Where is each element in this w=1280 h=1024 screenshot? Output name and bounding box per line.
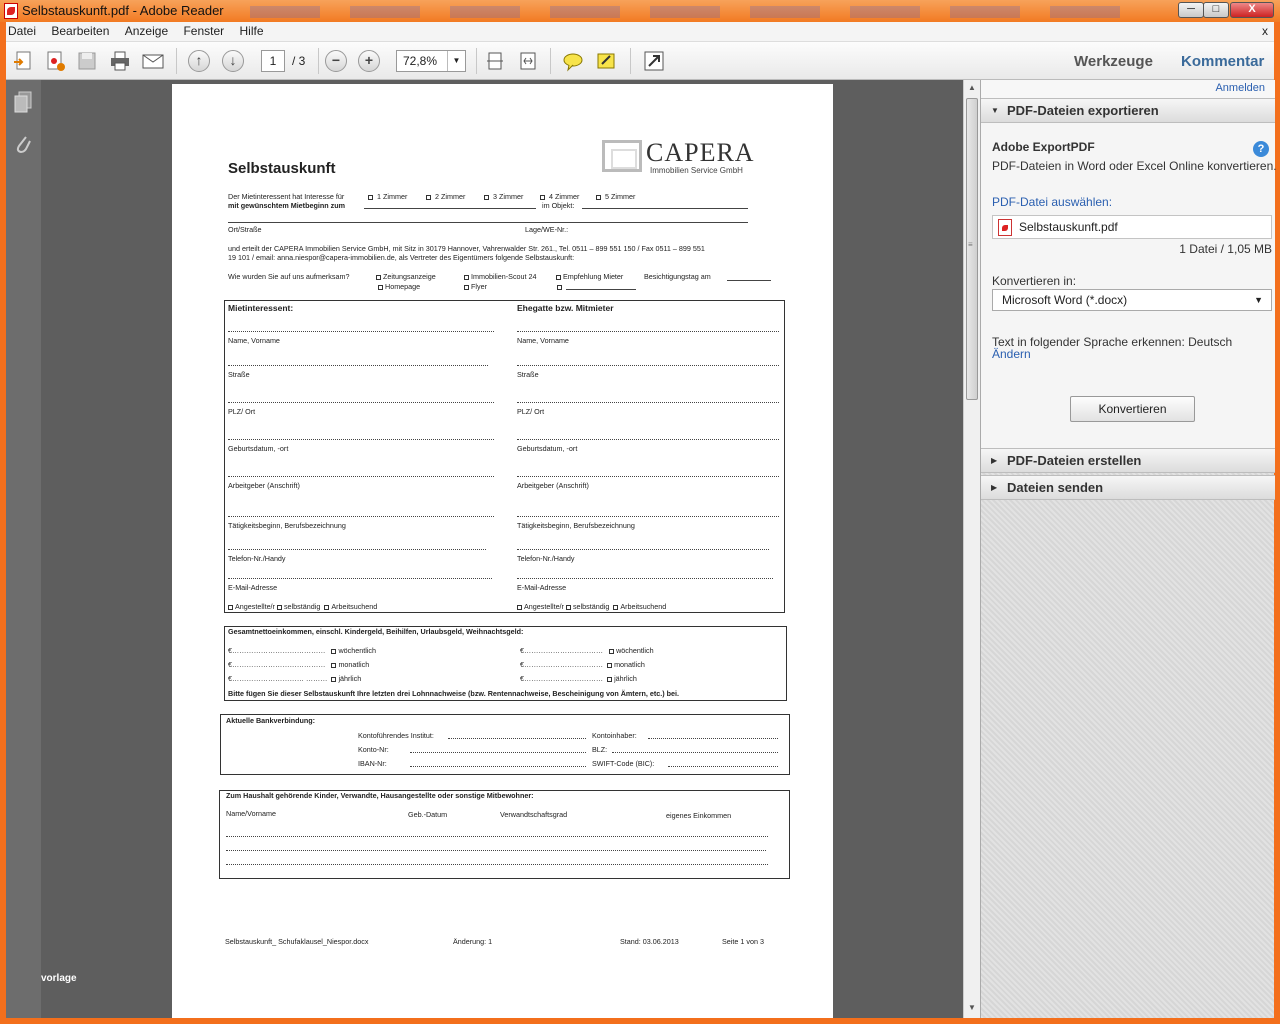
company-text: 19 101 / email: anna.niespor@capera-immobilien.de, als Vertreter des Eigentümers folgende Selbstauskunft: (228, 253, 575, 262)
field-label: PLZ/ Ort (228, 407, 256, 416)
menu-hilfe[interactable]: Hilfe (239, 24, 264, 38)
create-pdf-icon (44, 50, 66, 72)
applicant-heading: Mietinteressent: (228, 303, 294, 313)
room-option: 2 Zimmer (426, 192, 465, 201)
highlight-button[interactable] (593, 48, 619, 74)
field-label: Arbeitgeber (Anschrift) (228, 481, 300, 490)
expand-icon (643, 50, 665, 72)
add-comment-button[interactable] (560, 48, 586, 74)
page-thumbnails-button[interactable] (12, 90, 34, 114)
room-option: 5 Zimmer (596, 192, 635, 201)
convert-format-select[interactable] (992, 289, 1272, 311)
export-description: PDF-Dateien in Word oder Excel Online konvertieren. (992, 159, 1277, 173)
close-button[interactable]: X (1230, 2, 1274, 18)
menu-bar (6, 22, 1274, 42)
income-row: €…………………………… wöchentlich (520, 646, 654, 655)
paperclip-icon (12, 132, 34, 156)
page-number-input[interactable]: 1 (261, 50, 285, 72)
close-document-button[interactable]: x (1262, 24, 1268, 38)
income-note: Bitte fügen Sie dieser Selbstauskunft Ihre letzten drei Lohnnachweise (bzw. Rentennachweise, Bescheinigung von Ämtern, etc.) bei. (228, 689, 680, 698)
footer-page: Seite 1 von 3 (722, 937, 764, 946)
room-option: 1 Zimmer (368, 192, 407, 201)
save-icon (76, 50, 98, 72)
logo-name: CAPERA (646, 138, 755, 167)
income-row: €…………………………… jährlich (520, 674, 637, 683)
menu-datei[interactable]: Datei (8, 24, 37, 38)
file-info: 1 Datei / 1,05 MB (1179, 242, 1272, 256)
email-button[interactable] (140, 48, 166, 74)
right-task-pane (980, 80, 1277, 1018)
field-label: E-Mail-Adresse (517, 583, 567, 592)
menu-bearbeiten[interactable]: Bearbeiten (51, 24, 110, 38)
object-label: im Objekt: (542, 201, 575, 210)
household-section (219, 790, 790, 879)
print-button[interactable] (107, 48, 133, 74)
toolbar-separator (630, 48, 631, 74)
field-label: Straße (517, 370, 539, 379)
household-col: eigenes Einkommen (666, 811, 732, 820)
form-line (364, 208, 536, 209)
form-line (727, 280, 771, 281)
footer-filename: Selbstauskunft_ Schufaklausel_Niespor.docx (225, 937, 369, 946)
viewing-date-label: Besichtigungstag am (644, 272, 711, 281)
bank-field: Kontoinhaber: (592, 731, 637, 740)
highlighter-icon (595, 50, 617, 72)
minus-icon: − (325, 50, 347, 72)
previous-page-button[interactable] (186, 48, 212, 74)
attention-question: Wie wurden Sie auf uns aufmerksam? (228, 272, 350, 281)
field-label: Name, Vorname (517, 336, 569, 345)
move-in-label: mit gewünschtem Mietbeginn zum (228, 201, 346, 210)
toolbar-separator (318, 48, 319, 74)
main-toolbar (6, 42, 1274, 80)
print-icon (109, 50, 131, 72)
zoom-level-select[interactable] (396, 50, 466, 72)
scroll-down-arrow-icon[interactable]: ▼ (968, 1003, 976, 1012)
zoom-value: 72,8% (403, 54, 438, 68)
field-label: Arbeitgeber (Anschrift) (517, 481, 589, 490)
income-row: €………………………… ……… jährlich (228, 674, 362, 683)
menu-fenster[interactable]: Fenster (183, 24, 225, 38)
zoom-in-button[interactable] (356, 48, 382, 74)
toolbar-separator (176, 48, 177, 74)
comment-link[interactable]: Kommentar (1181, 53, 1265, 70)
convert-to-label: Konvertieren in: (992, 274, 1077, 288)
bank-field: Kontoführendes Institut: (358, 731, 434, 740)
export-product-name: Adobe ExportPDF (992, 140, 1095, 154)
pdf-page (172, 84, 833, 1018)
partner-heading: Ehegatte bzw. Mitmieter (517, 303, 614, 313)
field-label: Geburtsdatum, -ort (228, 444, 289, 453)
watermark-text: vorlage (41, 973, 77, 984)
sign-in-bar (981, 80, 1275, 98)
minimize-button[interactable]: ─ (1178, 2, 1204, 18)
form-line (228, 222, 748, 223)
company-text: und erteilt der CAPERA Immobilien Service GmbH, mit Sitz in 30179 Hannover, Vahrenwalder Str. 261., Tel. 0511 – 899 551 150 / Fax 0511 – 899 551 (228, 244, 705, 253)
attention-option (557, 282, 564, 291)
field-label: Telefon-Nr./Handy (228, 554, 286, 563)
field-label: Tätigkeitsbeginn, Berufsbezeichnung (228, 521, 346, 530)
menu-anzeige[interactable]: Anzeige (124, 24, 169, 38)
attachments-button[interactable] (12, 132, 34, 156)
field-label: E-Mail-Adresse (228, 583, 278, 592)
household-col: Name/Vorname (226, 809, 276, 818)
fullscreen-button[interactable] (641, 48, 667, 74)
left-navigation-pane (6, 80, 41, 1018)
street-label: Ort/Straße (228, 225, 262, 234)
background-taskbar-ghost (250, 6, 1150, 18)
arrow-up-icon: ↑ (188, 50, 210, 72)
zoom-out-button[interactable] (323, 48, 349, 74)
room-option: 3 Zimmer (484, 192, 523, 201)
fit-page-icon (484, 50, 506, 72)
employment-options: Angestellte/r selbständig Arbeitsuchend (228, 602, 377, 611)
fit-page-button[interactable] (482, 48, 508, 74)
adobe-reader-icon (4, 3, 18, 19)
window-title: Selbstauskunft.pdf - Adobe Reader (22, 3, 224, 18)
field-label: Tätigkeitsbeginn, Berufsbezeichnung (517, 521, 635, 530)
triangle-right-icon: ▶ (991, 483, 998, 492)
field-label: Name, Vorname (228, 336, 280, 345)
title-bar (0, 0, 1280, 22)
page-total: / 3 (292, 54, 306, 68)
household-heading: Zum Haushalt gehörende Kinder, Verwandte, Hausangestellte oder sonstige Mitbewohner: (226, 791, 534, 800)
ocr-language-text: Text in folgender Sprache erkennen: Deutsch (992, 335, 1233, 349)
vertical-scrollbar[interactable] (963, 80, 980, 1018)
intro-text: Der Mietinteressent hat Interesse für (228, 192, 345, 201)
change-language-link[interactable]: Ändern (992, 347, 1031, 361)
fit-width-icon (517, 50, 539, 72)
send-files-panel-header[interactable]: ▶ Dateien senden (981, 475, 1275, 500)
plus-icon: + (358, 50, 380, 72)
employment-options: Angestellte/r selbständig Arbeitsuchend (517, 602, 666, 611)
document-viewer[interactable] (41, 80, 963, 1018)
chevron-down-icon: ▼ (1254, 295, 1263, 305)
pdf-file-icon (998, 219, 1012, 236)
envelope-icon (141, 50, 165, 72)
household-col: Geb.-Datum (408, 810, 448, 819)
grip-icon: ≡ (968, 240, 973, 249)
income-heading: Gesamtnettoeinkommen, einschl. Kindergeld, Beihilfen, Urlaubsgeld, Weihnachtsgeld: (228, 627, 524, 636)
export-pdf-panel-header[interactable]: ▼ PDF-Dateien exportieren (981, 98, 1275, 123)
speech-bubble-icon (562, 50, 584, 72)
save-button[interactable] (74, 48, 100, 74)
bank-field: BLZ: (592, 745, 608, 754)
bank-field: SWIFT-Code (BIC): (592, 759, 655, 768)
form-line (582, 208, 748, 209)
field-label: PLZ/ Ort (517, 407, 545, 416)
logo-subtitle: Immobilien Service GmbH (650, 166, 743, 175)
bank-field: IBAN-Nr: (358, 759, 387, 768)
triangle-right-icon: ▶ (991, 456, 998, 465)
selected-file-field[interactable] (992, 215, 1272, 239)
document-title: Selbstauskunft (228, 160, 336, 177)
income-row: €…………………………… monatlich (520, 660, 645, 669)
attention-option: Zeitungsanzeige (376, 272, 436, 281)
help-icon[interactable]: ? (1253, 141, 1269, 157)
sign-in-link[interactable]: Anmelden (1215, 82, 1265, 94)
income-row: €………………………………… wöchentlich (228, 646, 376, 655)
arrow-down-icon: ↓ (222, 50, 244, 72)
pages-icon (12, 90, 34, 114)
attention-option: Immobilien-Scout 24 (464, 272, 537, 281)
tools-link[interactable]: Werkzeuge (1074, 53, 1153, 70)
triangle-down-icon: ▼ (991, 106, 999, 115)
capera-logo-mark (602, 140, 642, 172)
field-label: Straße (228, 370, 250, 379)
convert-button[interactable]: Konvertieren (1070, 396, 1195, 422)
scroll-thumb[interactable] (966, 98, 978, 400)
open-file-button[interactable] (10, 48, 36, 74)
select-pdf-label: PDF-Datei auswählen: (992, 195, 1113, 209)
applicant-section (224, 300, 785, 613)
toolbar-separator (550, 48, 551, 74)
attention-option: Homepage (378, 282, 420, 291)
fit-width-button[interactable] (515, 48, 541, 74)
export-pdf-panel (981, 123, 1275, 453)
unit-label: Lage/WE-Nr.: (525, 225, 569, 234)
footer-date: Stand: 03.06.2013 (620, 937, 679, 946)
convert-format-value: Microsoft Word (*.docx) (1002, 293, 1128, 307)
toolbar-separator (476, 48, 477, 74)
field-label: Telefon-Nr./Handy (517, 554, 575, 563)
bank-field: Konto-Nr: (358, 745, 389, 754)
room-option: 4 Zimmer (540, 192, 579, 201)
create-pdf-button[interactable] (42, 48, 68, 74)
scroll-up-arrow-icon[interactable]: ▲ (968, 83, 976, 92)
selected-file-name: Selbstauskunft.pdf (1019, 220, 1118, 234)
household-col: Verwandtschaftsgrad (500, 810, 568, 819)
field-label: Geburtsdatum, -ort (517, 444, 578, 453)
maximize-button[interactable]: □ (1203, 2, 1229, 18)
income-row: €………………………………… monatlich (228, 660, 370, 669)
attention-option: Empfehlung Mieter (556, 272, 623, 281)
form-line (566, 289, 636, 290)
next-page-button[interactable] (220, 48, 246, 74)
open-file-icon (12, 50, 34, 72)
create-pdf-panel-header[interactable]: ▶ PDF-Dateien erstellen (981, 448, 1275, 473)
footer-revision: Änderung: 1 (453, 937, 493, 946)
bank-heading: Aktuelle Bankverbindung: (226, 716, 316, 725)
attention-option: Flyer (464, 282, 487, 291)
chevron-down-icon: ▼ (447, 51, 465, 71)
